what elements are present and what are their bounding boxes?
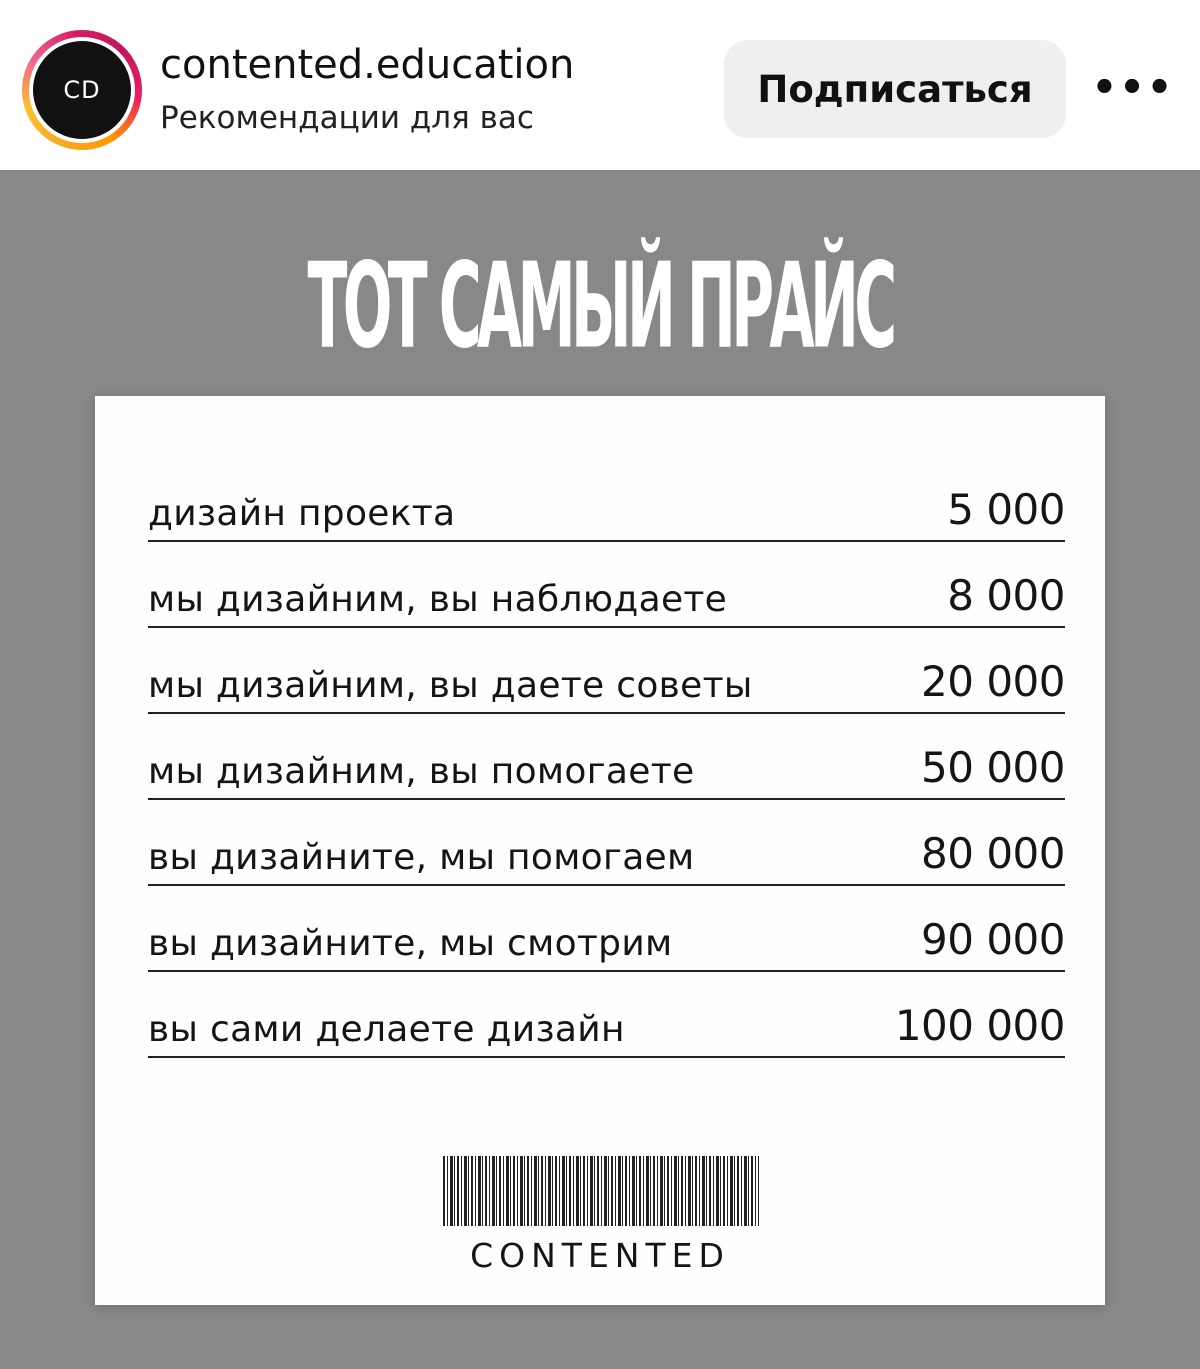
price-receipt (95, 396, 1105, 1305)
price-value: 5 000 (947, 485, 1065, 534)
price-label: дизайн проекта (148, 493, 456, 534)
price-row (148, 628, 1065, 714)
price-label: вы дизайните, мы помогаем (148, 837, 695, 878)
price-value: 50 000 (921, 743, 1065, 792)
post-image[interactable] (0, 170, 1200, 1369)
price-row (148, 456, 1065, 542)
price-list (148, 456, 1065, 1058)
price-label: мы дизайним, вы наблюдаете (148, 579, 728, 620)
price-label: мы дизайним, вы помогаете (148, 751, 695, 792)
price-row (148, 972, 1065, 1058)
story-ring[interactable] (22, 30, 142, 150)
barcode-graphic (443, 1156, 759, 1226)
price-row (148, 714, 1065, 800)
price-value: 8 000 (947, 571, 1065, 620)
recommendation-label: Рекомендации для вас (160, 100, 534, 136)
price-value: 80 000 (921, 829, 1065, 878)
price-row (148, 542, 1065, 628)
follow-button[interactable]: Подписаться (724, 40, 1066, 138)
price-value: 100 000 (894, 1001, 1065, 1050)
brand-wordmark: CONTENTED (470, 1236, 730, 1275)
price-label: мы дизайним, вы даете советы (148, 665, 753, 706)
price-label: вы дизайните, мы смотрим (148, 923, 673, 964)
username-link[interactable]: contented.education (160, 42, 575, 88)
avatar-logo: CD (33, 41, 131, 139)
price-row (148, 886, 1065, 972)
price-value: 90 000 (921, 915, 1065, 964)
avatar[interactable] (29, 37, 135, 143)
post-headline: ТОТ САМЫЙ ПРАЙС (307, 238, 893, 375)
more-options-icon[interactable]: ••• (1091, 65, 1175, 111)
price-value: 20 000 (921, 657, 1065, 706)
post-header (0, 0, 1200, 170)
price-label: вы сами делаете дизайн (148, 1009, 625, 1050)
price-row (148, 800, 1065, 886)
